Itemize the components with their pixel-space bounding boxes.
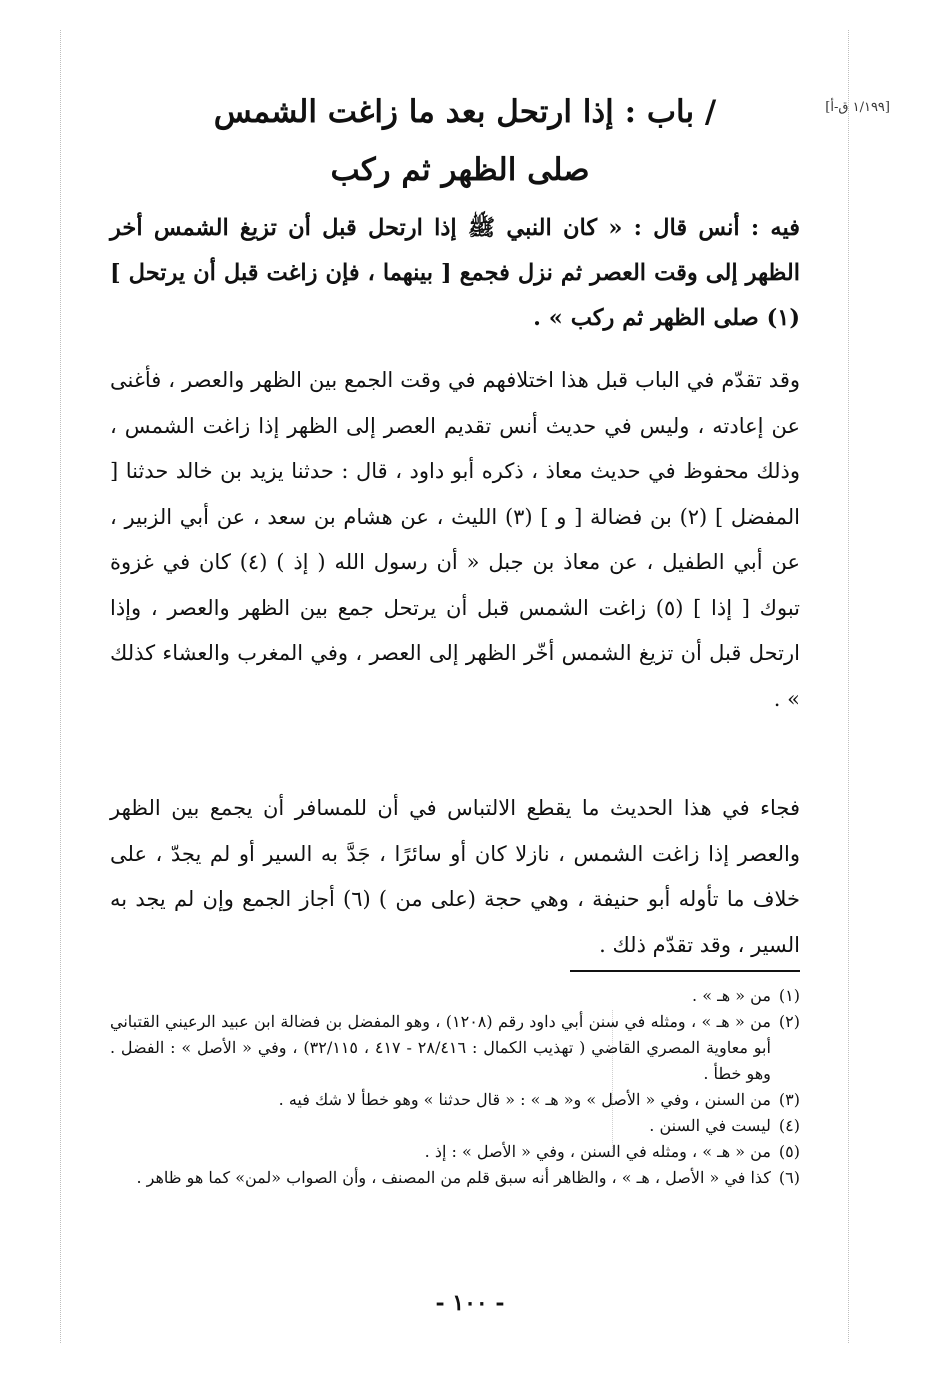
commentary-paragraph-1: وقد تقدّم في الباب قبل هذا اختلافهم في وقت الجمع بين الظهر والعصر ، فأغنى عن إعادته ، وليس في حديث أنس تقديم العصر إلى الظهر إذا زاغت الشمس ، وذلك محفوظ في حديث معاذ ، ذكره أبو داود ، قال : حدثنا يزيد بن خالد حدثنا [ المفضل ] (٢) بن فضالة [ و ] (٣) الليث ، عن هشام بن سعد ، عن أبي الزبير ، عن أبي الطفيل ، عن معاذ بن جبل « أن رسول الله ( إذ ) (٤) كان في غزوة تبوك [ إذا ] (٥) زاغت الشمس قبل أن يرتحل جمع بين الظهر والعصر ، وإذا ارتحل قبل أن تزيغ الشمس أخّر الظهر إلى العصر ، وفي المغرب والعشاء كذلك » . xyxy=(110,368,800,711)
footnote-4 xyxy=(110,1113,800,1139)
footnote-text: من السنن ، وفي « الأصل » و« هـ » : « قال حدثنا » وهو خطأ لا شك فيه . xyxy=(278,1090,771,1109)
footnote-3 xyxy=(110,1087,800,1113)
footnote-number: (١) xyxy=(778,986,800,1005)
footnote-separator xyxy=(570,970,800,972)
hadith-text: فيه : أنس قال : « كان النبي ﷺ إذا ارتحل قبل أن تزيغ الشمس أخر الظهر إلى وقت العصر ثم نزل فجمع [ بينهما ، فإن زاغت قبل أن يرتحل ] (١) صلى الظهر ثم ركب » . xyxy=(110,215,800,331)
chapter-title-line-2: صلى الظهر ثم ركب xyxy=(330,152,590,188)
footnote-number: (٦) xyxy=(778,1168,800,1187)
footnotes-list xyxy=(110,983,800,1191)
footnote-text: من « هـ » . xyxy=(692,986,771,1005)
footnote-text: من « هـ » ، ومثله في السنن ، وفي « الأصل » : إذ . xyxy=(424,1142,771,1161)
footnote-text: كذا في « الأصل ، هـ » ، والظاهر أنه سبق قلم من المصنف ، وأن الصواب «لمن» كما هو ظاهر . xyxy=(136,1168,771,1187)
footnote-5 xyxy=(110,1139,800,1165)
footnote-6 xyxy=(110,1165,800,1191)
manuscript-folio-reference: [١/١٩٩ ق-أ] xyxy=(825,100,890,115)
page-number: - ١٠٠ - xyxy=(435,1290,505,1316)
chapter-title-line-1: / باب : إذا ارتحل بعد ما زاغت الشمس xyxy=(213,94,717,130)
footnote-text: من « هـ » ، ومثله في سنن أبي داود رقم (١٢٠٨) ، وهو المفضل بن فضالة ابن عبيد الرعيني القتباني أبو معاوية المصري القاضي ( تهذيب الكمال : ٢٨/٤١٦ - ٤١٧ ، ٣٢/١١٥) ، وفي « الأصل » : الفضل . وهو خطأ . xyxy=(110,1012,771,1083)
left-margin-guide xyxy=(60,30,61,1343)
footnote-number: (٤) xyxy=(778,1116,800,1135)
footnote-2 xyxy=(110,1009,800,1087)
footnote-number: (٢) xyxy=(778,1012,800,1031)
right-margin-guide xyxy=(848,30,849,1343)
footnote-1 xyxy=(110,983,800,1009)
footnote-number: (٣) xyxy=(778,1090,800,1109)
commentary-paragraph-2: فجاء في هذا الحديث ما يقطع الالتباس في أن للمسافر أن يجمع بين الظهر والعصر إذا زاغت الشمس ، نازلا كان أو سائرًا ، جَدَّ به السير أو لم يجدّ ، على خلاف ما تأوله أبو حنيفة ، وهي حجة (على من ) (٦) أجاز الجمع وإن لم يجد به السير ، وقد تقدّم ذلك . xyxy=(110,796,800,957)
footnote-number: (٥) xyxy=(778,1142,800,1161)
footnote-text: ليست في السنن . xyxy=(649,1116,771,1135)
